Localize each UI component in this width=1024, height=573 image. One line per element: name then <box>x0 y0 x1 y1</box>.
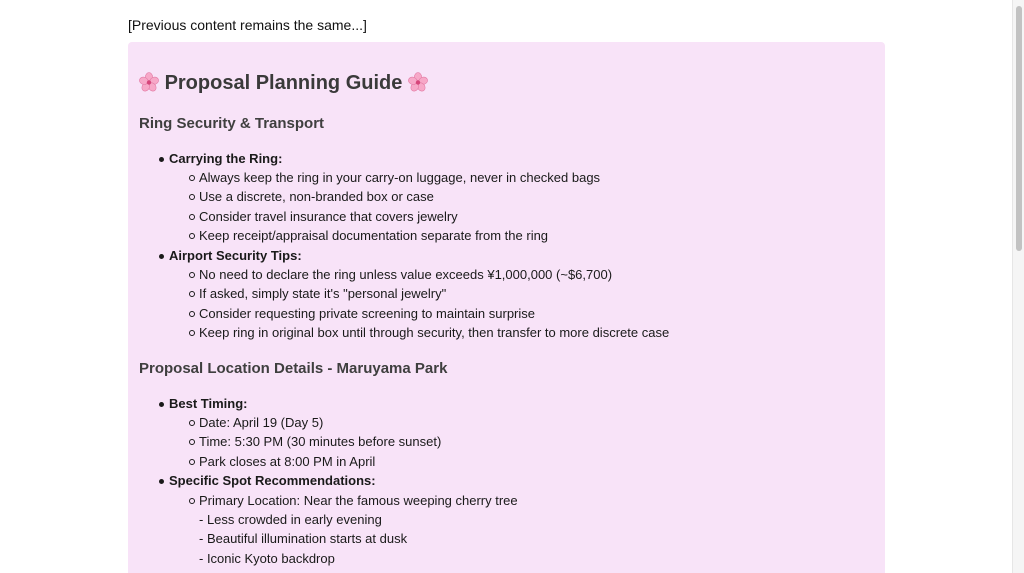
list-item: Park closes at 8:00 PM in April <box>199 454 376 469</box>
guide-title <box>139 70 428 96</box>
scrollbar-thumb[interactable] <box>1016 6 1022 251</box>
cherry-blossom-icon <box>139 72 159 92</box>
list-item: Time: 5:30 PM (30 minutes before sunset) <box>199 434 442 449</box>
cherry-blossom-icon <box>408 72 428 92</box>
list-item: Keep receipt/appraisal documentation separate from the ring <box>199 228 549 243</box>
list-item: No need to declare the ring unless value exceeds ¥1,000,000 (~$6,700) <box>199 267 613 282</box>
list-item-best-timing: Best Timing: <box>169 396 248 411</box>
previous-content-note: [Previous content remains the same...] <box>128 17 367 33</box>
list-item: Always keep the ring in your carry-on luggage, never in checked bags <box>199 170 601 185</box>
proposal-guide-panel <box>128 42 885 573</box>
list-item-spot-recommendations: Specific Spot Recommendations: <box>169 473 376 488</box>
list-item-note: - Iconic Kyoto backdrop <box>199 551 335 566</box>
section-title-ring-security: Ring Security & Transport <box>139 115 325 132</box>
list-item: Primary Location: Near the famous weeping cherry tree <box>199 493 518 508</box>
list-item: Consider requesting private screening to maintain surprise <box>199 306 536 321</box>
list-item: If asked, simply state it's "personal jewelry" <box>199 286 447 301</box>
vertical-scrollbar[interactable] <box>1012 0 1024 573</box>
list-item: Consider travel insurance that covers jewelry <box>199 209 458 224</box>
list-item: Use a discrete, non-branded box or case <box>199 189 434 204</box>
list-item: Keep ring in original box until through security, then transfer to more discrete case <box>199 325 670 340</box>
list-item: Date: April 19 (Day 5) <box>199 415 324 430</box>
list-item-carrying-ring: Carrying the Ring: <box>169 151 283 166</box>
guide-title-text: Proposal Planning Guide <box>164 72 403 94</box>
list-item-airport-security: Airport Security Tips: <box>169 248 302 263</box>
section-title-proposal-location: Proposal Location Details - Maruyama Park <box>139 360 448 377</box>
list-item-note: - Less crowded in early evening <box>199 512 382 527</box>
list-item-note: - Beautiful illumination starts at dusk <box>199 531 408 546</box>
